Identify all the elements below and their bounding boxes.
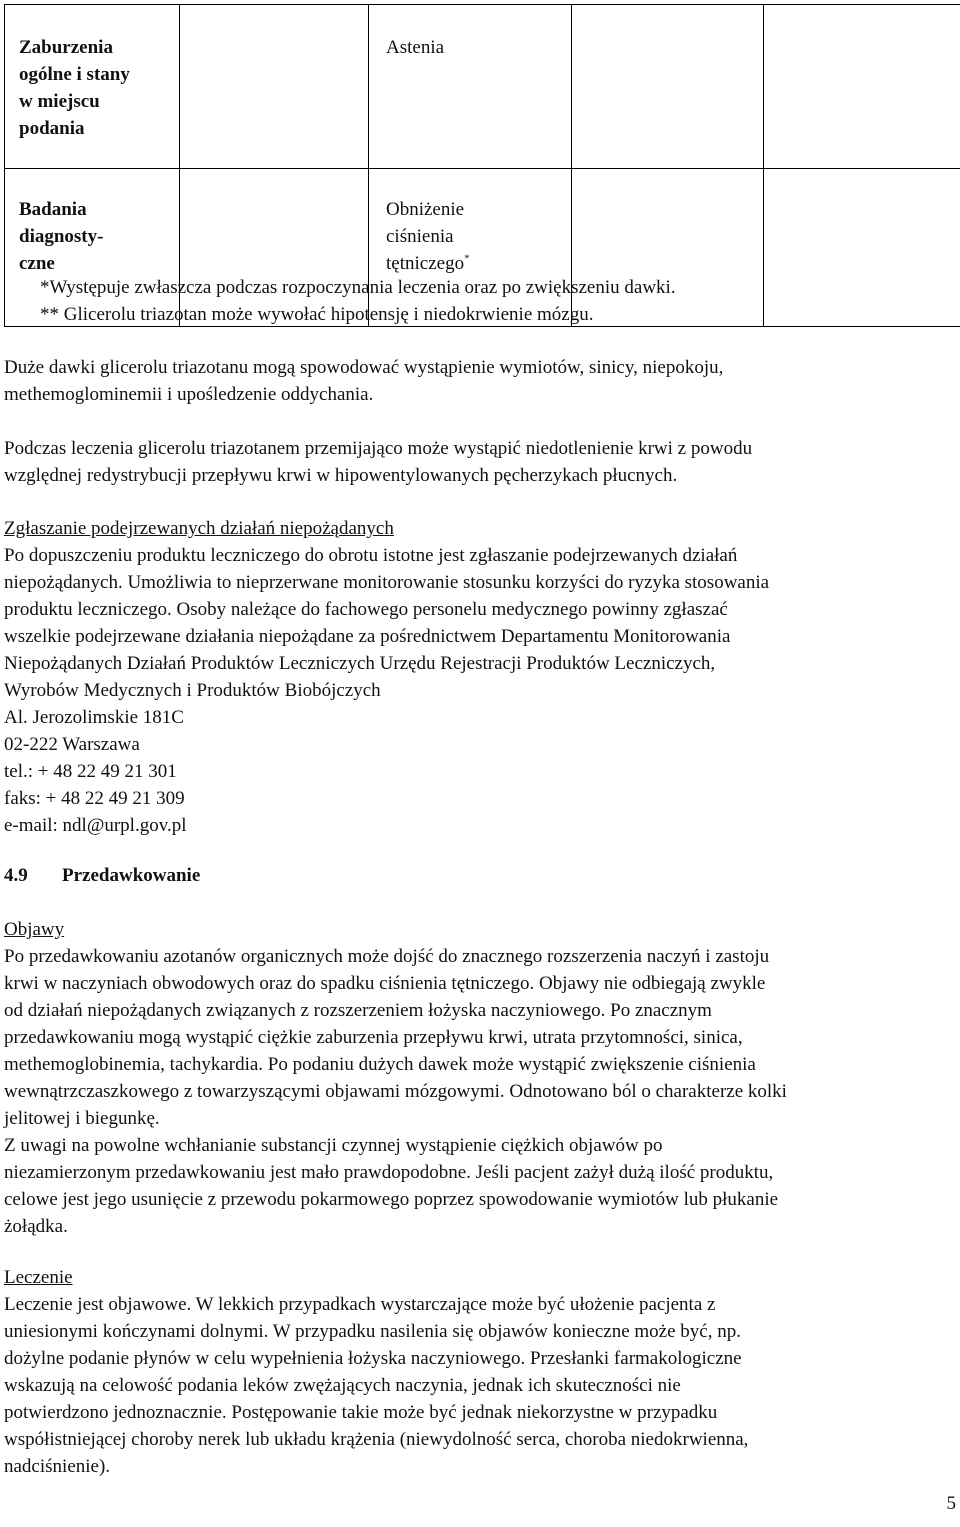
section-heading: [4, 862, 954, 889]
reporting-section: Zgłaszanie podejrzewanych działań niepożądanych Po dopuszczeniu produktu leczniczego do obrotu istotne jest zgłaszanie podejrzewanych działań niepożądanych. Umożliwia to nieprzerwane monitorowanie stosunku korzyści do ryzyka stosowania produktu leczniczego. Osoby należące do fachowego personelu medycznego powinny zgłaszać wszelkie podejrzewane działania niepożądane za pośrednictwem Departamentu Monitorowania Niepożądanych Działań Produktów Leczniczych Urzędu Rejestracji Produktów Leczniczych, Wyrobów Medycznych i Produktów Biobójczych Al. Jerozolimskie 181C 02-222 Warszawa tel.: + 48 22 49 21 301 faks: + 48 22 49 21 309 e-mail: ndl@urpl.gov.pl: [4, 515, 954, 839]
table-footnotes: *Występuje zwłaszcza podczas rozpoczynania leczenia oraz po zwiększeniu dawki. ** Glicerolu triazotan może wywołać hipotensję i niedokrwienie mózgu.: [40, 277, 676, 325]
treatment-title: Leczenie: [4, 1267, 73, 1288]
reporting-title: Zgłaszanie podejrzewanych działań niepożądanych: [4, 518, 394, 539]
page-number: 5: [946, 1493, 956, 1514]
paragraph-hypoxemia: Podczas leczenia glicerolu triazotanem przemijająco może wystąpić niedotlenienie krwi z powodu względnej redystrybucji przepływu krwi w hipowentylowanych pęcherzykach płucnych.: [4, 438, 753, 486]
organ-class-cell: Badania diagnosty- czne: [5, 169, 180, 327]
symptoms-title: Objawy: [4, 919, 65, 940]
effect-cell: Obniżenie ciśnienia tętniczego*: [369, 169, 572, 327]
section-number: 4.9: [4, 865, 28, 886]
empty-cell: [572, 5, 764, 169]
treatment-section: Leczenie Leczenie jest objawowe. W lekkich przypadkach wystarczające może być ułożenie pacjenta z uniesionymi kończynami dolnymi. W przypadku nasilenia się objawów konieczne może być, np. dożylne podanie płynów w celu wypełnienia łożyska naczyniowego. Przesłanki farmakologiczne wskazują na celowość podania leków zwężających naczynia, jednak ich skuteczności nie potwierdzono jednoznacznie. Postępowanie takie może być jednak niekorzystne w przypadku współistniejącej choroby nerek lub układu krążenia (niewydolność serca, choroba niedokrwienna, nadciśnienie).: [4, 1264, 954, 1480]
empty-cell: [764, 169, 960, 327]
symptoms-section: Objawy Po przedawkowaniu azotanów organicznych może dojść do znacznego rozszerzenia naczyń i zastoju krwi w naczyniach obwodowych oraz do spadku ciśnienia tętniczego. Objawy nie odbiegają zwykle od działań niepożądanych związanych z rozszerzeniem łożyska naczyniowego. Po znacznym przedawkowaniu mogą wystąpić ciężkie zaburzenia przepływu krwi, utrata przytomności, sinica, methemoglobinemia, tachykardia. Po podaniu dużych dawek może wystąpić zwiększenie ciśnienia wewnątrzczaszkowego z towarzyszącymi objawami mózgowymi. Odnotowano ból o charakterze kolki jelitowej i biegunkę. Z uwagi na powolne wchłanianie substancji czynnej wystąpienie ciężkich objawów po niezamierzonym przedawkowaniu jest mało prawdopodobne. Jeśli pacjent zażył dużą ilość produktu, celowe jest jego usunięcie z przewodu pokarmowego poprzez spowodowanie wymiotów lub płukanie żołądka.: [4, 916, 954, 1240]
email-address: e-mail: ndl@urpl.gov.pl: [4, 815, 187, 836]
empty-cell: [180, 5, 369, 169]
footnote-marker: *: [464, 252, 470, 265]
organ-class-cell: Zaburzenia ogólne i stany w miejscu podania: [5, 5, 180, 169]
empty-cell: [764, 5, 960, 169]
section-title: Przedawkowanie: [62, 865, 201, 886]
table-row: [5, 5, 960, 169]
effect-cell: Astenia: [369, 5, 572, 169]
paragraph-high-doses: Duże dawki glicerolu triazotanu mogą spowodować wystąpienie wymiotów, sinicy, niepokoju, methemoglominemii i upośledzenie oddychania.: [4, 357, 724, 405]
